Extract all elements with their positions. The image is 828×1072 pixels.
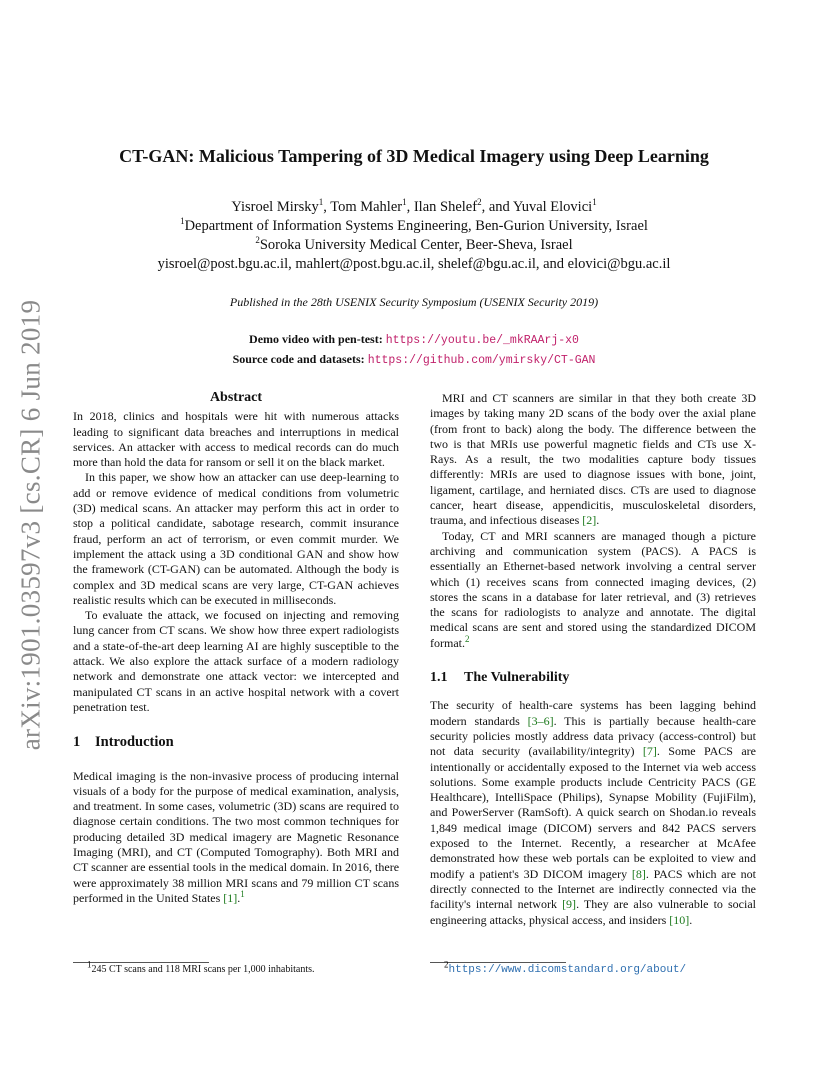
author-emails: yisroel@post.bgu.ac.il, mahlert@post.bgu.ac.il, shelef@bgu.ac.il, and elovici@bgu.ac.il bbox=[157, 256, 671, 272]
affiliation-mark: 2 bbox=[477, 197, 482, 208]
affiliation-text: Department of Information Systems Engineering, Ben-Gurion University, Israel bbox=[184, 218, 648, 234]
affiliation-text: Soroka University Medical Center, Beer-Sheva, Israel bbox=[259, 237, 573, 253]
paragraph-text: The security of health-care systems has been lagging behind modern standards bbox=[430, 698, 756, 728]
affiliation-mark: 2 bbox=[255, 235, 260, 246]
citation-link[interactable]: [9] bbox=[562, 897, 577, 912]
footnote-number: 1 bbox=[87, 959, 92, 970]
source-code-line bbox=[60, 350, 768, 370]
body-paragraph bbox=[430, 391, 756, 529]
paragraph-text: . bbox=[689, 912, 693, 927]
abstract-paragraph: To evaluate the attack, we focused on injecting and removing lung cancer from CT scans. We show how three expert radiologists and a state-of-the-art deep learning AI are highly susceptible to the attack. We also explore the attack surface of a modern radiology network and demonstrate one attack vector: we intercepted and manipulated CT scans in an active hospital network with a covert penetration test. bbox=[73, 608, 399, 714]
abstract-paragraph: In this paper, we show how an attacker can use deep-learning to add or remove evidence of medical conditions from volumetric (3D) medical scans. An attacker may perform this act in order to stop a political candidate, sabotage research, commit insurance fraud, perform an act of terrorism, or even commit murder. We implement the attack using a 3D conditional GAN and show how the framework (CT-GAN) can be automated. Although the body is complex and 3D medical scans are very large, CT-GAN achieves realistic results which can be executed in milliseconds. bbox=[73, 470, 399, 607]
source-label: Source code and datasets: bbox=[232, 352, 365, 366]
intro-paragraph bbox=[73, 769, 399, 907]
author-name: Yisroel Mirsky bbox=[231, 199, 319, 215]
abstract-heading: Abstract bbox=[209, 390, 263, 405]
paragraph-text: Today, CT and MRI scanners are managed though a picture archiving and communication system (PACS). A PACS is essentially an Ethernet-based network involving a central server which (1) receives scans from connected imaging devices, (2) stores the scans in a database for later retrieval, and (3) retrieves the scans for radiologists to analyze and annotate. The digital medical scans are sent and stored using the standardized DICOM format. bbox=[430, 528, 756, 650]
publication-venue: Published in the 28th USENIX Security Symposium (USENIX Security 2019) bbox=[229, 295, 599, 309]
paragraph-text: . They are also vulnerable to social engineering attacks, physical access, and insiders bbox=[430, 897, 756, 927]
paragraph-text: . Some PACS are intentionally or accidentally exposed to the Internet via web access solutions. Some example products include Centricity PACS (GE Healthcare), IntelliSpace (Philips), Synapse Mobility (FujiFilm), and PowerServer (RamSoft). A quick search on Shodan.io reveals 1,849 medical image (DICOM) servers and 842 PACS servers exposed to the Internet. Recently, a researcher at McAfee demonstrated how these web portals can be exploited to view and modify a patient's 3D DICOM imagery bbox=[430, 744, 756, 881]
right-column bbox=[430, 391, 756, 928]
arxiv-stamp bbox=[14, 295, 48, 755]
citation-link[interactable]: [7] bbox=[642, 744, 657, 759]
footnote-1 bbox=[87, 959, 315, 975]
author-block bbox=[60, 198, 768, 274]
arxiv-stamp-text: arXiv:1901.03597v3 [cs.CR] 6 Jun 2019 bbox=[15, 299, 46, 751]
affiliation-1 bbox=[60, 217, 768, 236]
paper-title: CT-GAN: Malicious Tampering of 3D Medical Imagery using Deep Learning bbox=[119, 146, 709, 166]
citation-link[interactable]: [2] bbox=[582, 513, 597, 528]
footnote-marker[interactable]: 1 bbox=[240, 888, 245, 899]
footnote-marker[interactable]: 2 bbox=[465, 633, 470, 644]
footnote-link[interactable]: https://www.dicomstandard.org/about/ bbox=[448, 964, 687, 976]
left-column bbox=[73, 390, 399, 906]
body-paragraph bbox=[430, 529, 756, 651]
body-paragraph bbox=[430, 698, 756, 927]
footnote-2 bbox=[444, 959, 687, 976]
paragraph-text: . bbox=[237, 890, 241, 905]
author-name: Yuval Elovici bbox=[512, 199, 593, 215]
paragraph-text: . This is partially because health-care security policies mostly address data privacy (access-control) but not data security (availability/integrity) bbox=[430, 713, 756, 759]
affiliation-mark: 1 bbox=[180, 216, 185, 227]
paragraph-text: MRI and CT scanners are similar in that they both create 3D images by taking many 2D scans of the body over the axial plane (from front to back) along the body. The difference between the two is that MRIs use powerful magnetic fields and CTs use X-Rays. As a result, the two modalities capture body tissues differently: MRIs are used to diagnose issues with bone, joint, ligament, cartilage, and herniated discs. CTs are used to diagnose cancer, heart disease, appendicitis, musculoskeletal disorders, trauma, and infectious diseases bbox=[430, 391, 756, 528]
affiliation-mark: 1 bbox=[402, 197, 407, 208]
footnote-text: 245 CT scans and 118 MRI scans per 1,000 inhabitants. bbox=[91, 964, 315, 975]
paragraph-text: . bbox=[596, 513, 600, 528]
footnote-rule bbox=[73, 962, 209, 963]
paragraph-text: Medical imaging is the non-invasive process of producing internal visuals of a body for the purpose of medical examination, analysis, and treatment. In some cases, volumetric (3D) scans are required to diagnose certain conditions. The two most common techniques for producing detailed 3D medical imagery are Magnetic Resonance Imaging (MRI), and CT (Computed Tomography). Both MRI and CT scanner are essential tools in the medical domain. In 2016, there were approximately 38 million MRI scans and 79 million CT scans performed in the United States bbox=[73, 768, 400, 905]
footnote-rule bbox=[430, 962, 566, 963]
affiliation-mark: 1 bbox=[318, 197, 324, 208]
subsection-title: The Vulnerability bbox=[464, 670, 570, 686]
citation-link[interactable]: [3–6] bbox=[527, 713, 554, 728]
affiliation-2 bbox=[60, 236, 768, 255]
demo-video-line bbox=[60, 330, 768, 350]
citation-link[interactable]: [8] bbox=[631, 866, 646, 881]
subsection-heading-vulnerability bbox=[430, 670, 756, 685]
demo-video-link[interactable]: https://youtu.be/_mkRAArj-x0 bbox=[385, 334, 579, 347]
author-names bbox=[60, 198, 768, 217]
subsection-number: 1.1 bbox=[430, 670, 448, 686]
resource-links bbox=[60, 330, 768, 370]
paragraph-text: . PACS which are not directly connected to the Internet are indirectly connected via the facility's internal network bbox=[430, 866, 756, 912]
author-name: Ilan Shelef bbox=[413, 199, 478, 215]
section-heading-introduction bbox=[73, 735, 399, 750]
author-name: Tom Mahler bbox=[330, 199, 403, 215]
author-separator: , bbox=[406, 199, 414, 215]
author-separator: , and bbox=[481, 199, 513, 215]
source-code-link[interactable]: https://github.com/ymirsky/CT-GAN bbox=[367, 354, 596, 367]
citation-link[interactable]: [1] bbox=[223, 890, 238, 905]
abstract-paragraph: In 2018, clinics and hospitals were hit with numerous attacks leading to significant data breaches and interruptions in medical services. An attacker with access to medical records can do much more than hold the data for ransom or sell it on the black market. bbox=[73, 409, 399, 470]
section-title: Introduction bbox=[95, 734, 174, 751]
footnote-number: 2 bbox=[444, 959, 449, 970]
demo-label: Demo video with pen-test: bbox=[249, 332, 383, 346]
citation-link[interactable]: [10] bbox=[669, 912, 690, 927]
affiliation-mark: 1 bbox=[592, 197, 597, 208]
section-number: 1 bbox=[73, 734, 81, 751]
author-separator: , bbox=[323, 199, 331, 215]
